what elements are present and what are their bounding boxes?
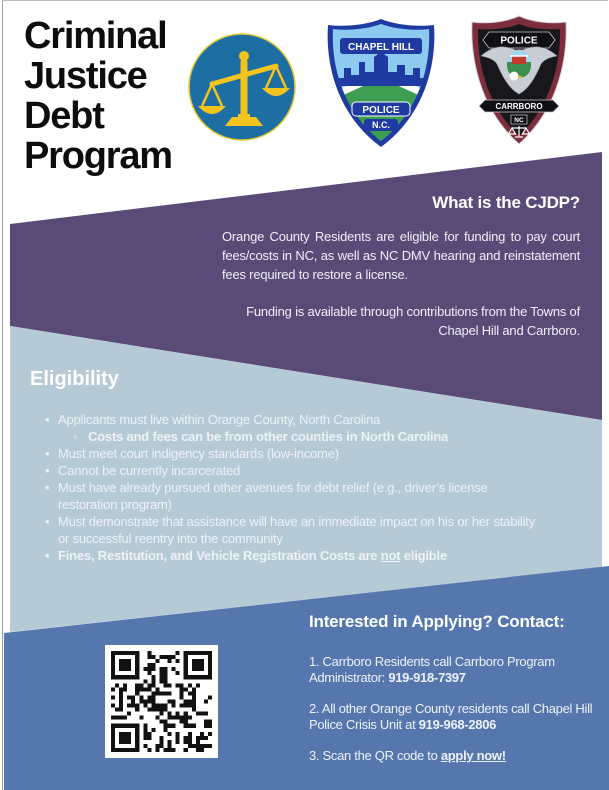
bullet-item: • Must meet court indigency standards (low-income)	[44, 445, 546, 462]
bullet-item: • Cannot be currently incarcerated	[44, 462, 546, 479]
eligibility-heading: Eligibility	[30, 368, 119, 390]
cjdp-section	[222, 193, 580, 340]
title-line-1: Criminal	[24, 15, 167, 57]
contact-text: 2. All other Orange County residents call Chapel Hill Police Crisis Unit at	[309, 701, 593, 732]
cjdp-paragraph-1: Orange County Residents are eligible for funding to pay court fees/costs in NC, as well as NC DMV hearing and reinstatement fees required to restore a license.	[222, 229, 580, 282]
page-title	[24, 16, 172, 176]
bullet-subitem: ◦ Costs and fees can be from other counties in North Carolina	[44, 428, 546, 445]
bullet-text-pre: Fines, Restitution, and Vehicle Registration Costs are	[58, 548, 381, 563]
phone-number: 919-968-2806	[418, 716, 497, 732]
apply-now-link[interactable]: apply now!	[440, 748, 506, 763]
chapel-hill-police-badge-icon	[320, 14, 442, 152]
page-top-border	[2, 0, 608, 1]
contact-text: 3. Scan the QR code to	[309, 748, 441, 763]
carrboro-nc-text: NC	[514, 117, 524, 124]
contact-item-chapel-hill	[309, 701, 601, 732]
bullet-item: • Applicants must live within Orange County, North Carolina	[44, 411, 546, 428]
qr-code	[105, 645, 218, 758]
title-line-2: Justice	[24, 55, 147, 97]
bullet-item: • Must have already pursued other avenues for debt relief (e.g., driver’s license restoration program)	[44, 479, 546, 513]
cjdp-heading: What is the CJDP?	[432, 193, 580, 212]
carrboro-police-text: POLICE	[500, 35, 538, 47]
bullet-item-not-eligible	[44, 547, 546, 564]
title-line-3: Debt	[24, 95, 104, 137]
chapel-hill-police-text: POLICE	[362, 105, 400, 116]
chapel-hill-badge-text: CHAPEL HILL	[348, 42, 414, 53]
page-left-border	[2, 0, 3, 790]
bullet-item: • Must demonstrate that assistance will have an immediate impact on his or her stability or successful reentry into the community	[44, 513, 546, 547]
contact-list	[309, 654, 601, 780]
title-line-4: Program	[24, 135, 172, 177]
qr-code-pattern	[111, 651, 212, 752]
chapel-hill-nc-text: N.C.	[372, 120, 390, 130]
phone-number: 919-918-7397	[388, 669, 466, 685]
carrboro-name-text: CARRBORO	[495, 102, 543, 111]
eligibility-bullet-list	[44, 411, 546, 564]
contact-heading: Interested in Applying? Contact:	[309, 612, 565, 631]
carrboro-police-badge-icon	[465, 12, 573, 149]
bullet-text-post: eligible	[400, 548, 447, 563]
contact-item-carrboro	[309, 654, 601, 685]
scales-of-justice-icon	[187, 32, 297, 142]
contact-text: 1. Carrboro Residents call Carrboro Program Administrator:	[309, 654, 555, 685]
contact-item-qr	[309, 748, 601, 764]
bullet-text-underlined: not	[380, 548, 401, 563]
cjdp-paragraph-2: Funding is available through contributions from the Towns of Chapel Hill and Carrboro.	[246, 304, 580, 338]
